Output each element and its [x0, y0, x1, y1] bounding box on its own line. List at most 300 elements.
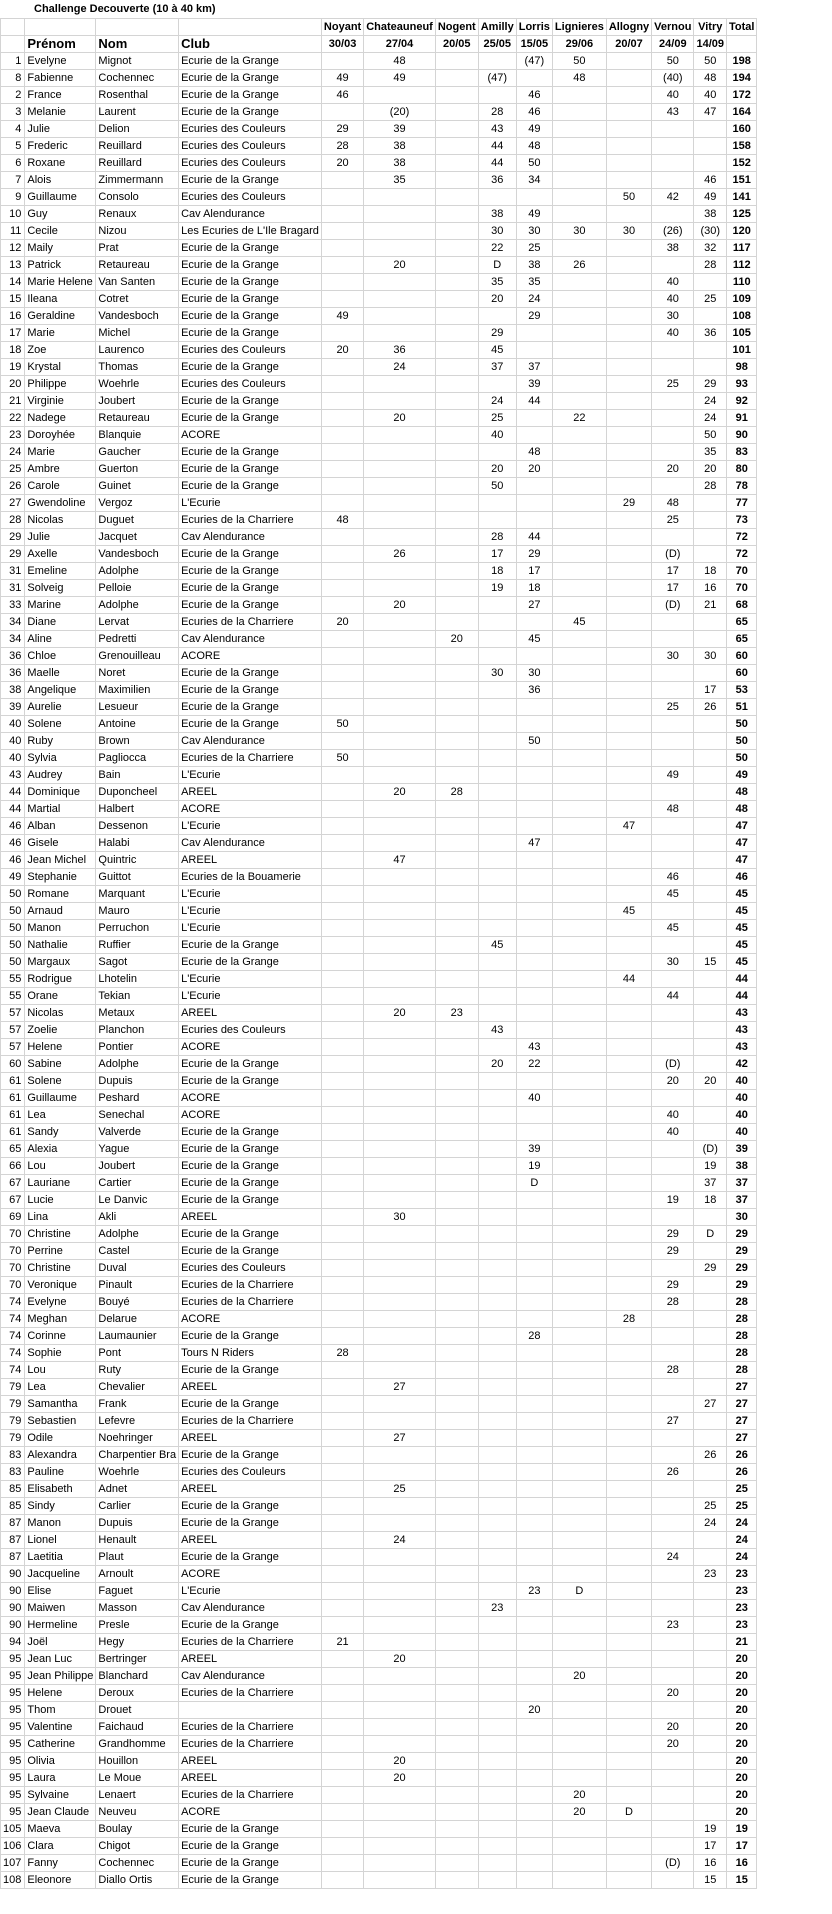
table-row [1, 461, 757, 478]
score-cell [606, 206, 651, 223]
score-cell [478, 376, 516, 393]
score-cell [321, 1430, 363, 1447]
score-cell: 30 [478, 665, 516, 682]
score-cell [606, 1362, 651, 1379]
score-cell [606, 1566, 651, 1583]
prenom-cell: Fabienne [25, 70, 96, 87]
nom-cell: Nizou [96, 223, 179, 240]
score-cell [321, 325, 363, 342]
score-cell [435, 274, 478, 291]
score-cell [516, 1600, 552, 1617]
score-cell [321, 597, 363, 614]
score-cell [694, 631, 727, 648]
score-cell [606, 750, 651, 767]
club-cell: Ecurie de la Grange [179, 87, 322, 104]
score-cell [606, 427, 651, 444]
score-cell [552, 1226, 606, 1243]
rank-cell: 25 [1, 461, 25, 478]
score-cell [364, 869, 436, 886]
score-cell [606, 614, 651, 631]
score-cell [364, 1311, 436, 1328]
nom-cell: Akli [96, 1209, 179, 1226]
table-row [1, 1464, 757, 1481]
score-cell [516, 1736, 552, 1753]
nom-cell: Halbert [96, 801, 179, 818]
score-cell [435, 1209, 478, 1226]
score-cell: D [694, 1226, 727, 1243]
table-row [1, 1651, 757, 1668]
score-cell [478, 1362, 516, 1379]
score-cell [552, 1447, 606, 1464]
score-cell [652, 1328, 694, 1345]
prenom-cell: Guillaume [25, 189, 96, 206]
score-cell [364, 682, 436, 699]
table-row [1, 1855, 757, 1872]
score-cell [478, 1090, 516, 1107]
score-cell [478, 648, 516, 665]
score-cell [652, 818, 694, 835]
score-cell: 18 [694, 1192, 727, 1209]
score-cell [364, 580, 436, 597]
score-cell [694, 886, 727, 903]
nom-cell: Bouyé [96, 1294, 179, 1311]
rank-cell: 95 [1, 1736, 25, 1753]
score-cell: 50 [606, 189, 651, 206]
score-cell [694, 1311, 727, 1328]
score-cell [652, 1039, 694, 1056]
score-cell [321, 1651, 363, 1668]
table-row [1, 1141, 757, 1158]
score-cell [321, 1005, 363, 1022]
rank-cell: 17 [1, 325, 25, 342]
nom-cell: Guerton [96, 461, 179, 478]
prenom-cell: Julie [25, 529, 96, 546]
score-cell [652, 835, 694, 852]
prenom-cell: Philippe [25, 376, 96, 393]
score-cell: 20 [435, 631, 478, 648]
score-cell [435, 1464, 478, 1481]
total-cell: 29 [727, 1260, 757, 1277]
score-cell [516, 1022, 552, 1039]
score-cell [694, 852, 727, 869]
score-cell [364, 1294, 436, 1311]
score-cell: 40 [652, 87, 694, 104]
score-cell [321, 1413, 363, 1430]
score-cell: 45 [606, 903, 651, 920]
nom-cell: Presle [96, 1617, 179, 1634]
club-cell: Ecurie de la Grange [179, 665, 322, 682]
score-cell: 27 [652, 1413, 694, 1430]
race-date: 27/04 [364, 36, 436, 53]
score-cell: 15 [694, 954, 727, 971]
table-row [1, 1600, 757, 1617]
nom-cell: Marquant [96, 886, 179, 903]
score-cell [694, 546, 727, 563]
score-cell: 50 [652, 53, 694, 70]
score-cell [321, 784, 363, 801]
score-cell [606, 597, 651, 614]
score-cell [516, 1838, 552, 1855]
table-row [1, 1753, 757, 1770]
total-cell: 26 [727, 1464, 757, 1481]
score-cell [321, 1277, 363, 1294]
table-row [1, 716, 757, 733]
score-cell [652, 784, 694, 801]
score-cell: 20 [478, 461, 516, 478]
nom-cell: Joubert [96, 1158, 179, 1175]
score-cell [364, 223, 436, 240]
nom-cell: Blanchard [96, 1668, 179, 1685]
score-cell: 20 [652, 1073, 694, 1090]
total-cell: 28 [727, 1311, 757, 1328]
table-row [1, 1124, 757, 1141]
score-cell [478, 903, 516, 920]
rank-cell: 4 [1, 121, 25, 138]
score-cell [364, 733, 436, 750]
score-cell [321, 1872, 363, 1889]
score-cell [516, 699, 552, 716]
nom-cell: Zimmermann [96, 172, 179, 189]
score-cell: 24 [478, 393, 516, 410]
score-cell: 46 [694, 172, 727, 189]
score-cell [516, 342, 552, 359]
table-row [1, 1175, 757, 1192]
score-cell [364, 1600, 436, 1617]
rank-cell: 13 [1, 257, 25, 274]
score-cell [516, 1124, 552, 1141]
score-cell [552, 1430, 606, 1447]
prenom-cell: Sandy [25, 1124, 96, 1141]
rank-cell: 66 [1, 1158, 25, 1175]
score-cell: 28 [478, 529, 516, 546]
total-cell: 37 [727, 1175, 757, 1192]
score-cell [364, 954, 436, 971]
club-cell: Ecurie de la Grange [179, 1549, 322, 1566]
rank-cell: 9 [1, 189, 25, 206]
table-row [1, 1566, 757, 1583]
score-cell [364, 240, 436, 257]
prenom-cell: Sylvia [25, 750, 96, 767]
score-cell [694, 529, 727, 546]
club-cell: Ecuries de la Charriere [179, 1787, 322, 1804]
prenom-cell: Lea [25, 1107, 96, 1124]
total-cell: 109 [727, 291, 757, 308]
score-cell [478, 1838, 516, 1855]
score-cell [516, 954, 552, 971]
nom-cell: Joubert [96, 393, 179, 410]
rank-cell: 61 [1, 1090, 25, 1107]
score-cell [321, 1736, 363, 1753]
score-cell [516, 852, 552, 869]
score-cell [552, 767, 606, 784]
score-cell: 17 [694, 1838, 727, 1855]
nom-cell: Duguet [96, 512, 179, 529]
total-cell: 23 [727, 1583, 757, 1600]
score-cell [552, 206, 606, 223]
score-cell [552, 1379, 606, 1396]
score-cell [478, 1617, 516, 1634]
table-row [1, 1702, 757, 1719]
rank-cell: 15 [1, 291, 25, 308]
rank-cell: 106 [1, 1838, 25, 1855]
score-cell [478, 1702, 516, 1719]
table-row [1, 291, 757, 308]
score-cell [606, 155, 651, 172]
prenom-cell: Marie [25, 325, 96, 342]
club-cell: ACORE [179, 1039, 322, 1056]
score-cell [516, 767, 552, 784]
rank-cell: 95 [1, 1668, 25, 1685]
table-row [1, 240, 757, 257]
score-cell: 30 [652, 308, 694, 325]
club-cell [179, 1702, 322, 1719]
club-cell: Ecurie de la Grange [179, 716, 322, 733]
score-cell: D [552, 1583, 606, 1600]
score-cell [478, 495, 516, 512]
table-row [1, 478, 757, 495]
score-cell [435, 1804, 478, 1821]
score-cell [606, 988, 651, 1005]
score-cell: 23 [652, 1617, 694, 1634]
score-cell [478, 631, 516, 648]
score-cell [364, 325, 436, 342]
race-name: Chateauneuf [364, 19, 436, 36]
score-cell [321, 189, 363, 206]
score-cell [552, 240, 606, 257]
total-cell: 72 [727, 529, 757, 546]
prenom-cell: Stephanie [25, 869, 96, 886]
score-cell [364, 1668, 436, 1685]
club-cell: ACORE [179, 1804, 322, 1821]
score-cell [606, 665, 651, 682]
score-cell [694, 1379, 727, 1396]
score-cell: 38 [364, 155, 436, 172]
nom-cell: Drouet [96, 1702, 179, 1719]
score-cell [606, 1209, 651, 1226]
prenom-cell: Lou [25, 1158, 96, 1175]
score-cell [478, 1872, 516, 1889]
table-row [1, 1328, 757, 1345]
rank-cell: 36 [1, 648, 25, 665]
club-cell: Ecurie de la Grange [179, 1447, 322, 1464]
total-cell: 45 [727, 937, 757, 954]
nom-cell: Pelloie [96, 580, 179, 597]
score-cell [435, 325, 478, 342]
table-row [1, 1447, 757, 1464]
table-row [1, 1056, 757, 1073]
score-cell: 23 [516, 1583, 552, 1600]
rank-cell: 69 [1, 1209, 25, 1226]
score-cell [321, 1107, 363, 1124]
score-cell: 28 [652, 1294, 694, 1311]
nom-cell: Sagot [96, 954, 179, 971]
prenom-cell: Maiwen [25, 1600, 96, 1617]
score-cell: 29 [652, 1243, 694, 1260]
score-cell [321, 1770, 363, 1787]
score-cell [694, 1787, 727, 1804]
nom-cell: Masson [96, 1600, 179, 1617]
table-row [1, 1396, 757, 1413]
score-cell: 49 [652, 767, 694, 784]
prenom-cell: Doroyhée [25, 427, 96, 444]
score-cell [478, 869, 516, 886]
score-cell [478, 1583, 516, 1600]
score-cell [606, 1175, 651, 1192]
score-cell [321, 733, 363, 750]
total-cell: 194 [727, 70, 757, 87]
score-cell [321, 665, 363, 682]
score-cell [606, 699, 651, 716]
prenom-cell: Alois [25, 172, 96, 189]
score-cell [435, 1736, 478, 1753]
score-cell [364, 1464, 436, 1481]
club-cell: Ecurie de la Grange [179, 1141, 322, 1158]
total-cell: 91 [727, 410, 757, 427]
total-cell: 17 [727, 1838, 757, 1855]
score-cell: 44 [652, 988, 694, 1005]
rank-cell: 20 [1, 376, 25, 393]
table-row [1, 325, 757, 342]
table-row [1, 1821, 757, 1838]
score-cell [552, 478, 606, 495]
score-cell [435, 852, 478, 869]
score-cell [652, 971, 694, 988]
score-cell [552, 563, 606, 580]
score-cell [516, 1243, 552, 1260]
score-cell [652, 1838, 694, 1855]
prenom-cell: Meghan [25, 1311, 96, 1328]
total-cell: 40 [727, 1107, 757, 1124]
score-cell [694, 1634, 727, 1651]
score-cell [435, 563, 478, 580]
score-cell [435, 1600, 478, 1617]
score-cell [652, 1447, 694, 1464]
results-table [0, 18, 757, 1889]
score-cell: 17 [516, 563, 552, 580]
club-cell: Ecuries de la Bouamerie [179, 869, 322, 886]
score-cell [364, 1566, 436, 1583]
score-cell [516, 70, 552, 87]
score-cell [694, 1107, 727, 1124]
score-cell: 38 [478, 206, 516, 223]
score-cell [321, 291, 363, 308]
rank-cell: 43 [1, 767, 25, 784]
club-cell: Ecurie de la Grange [179, 1396, 322, 1413]
rank-cell: 90 [1, 1617, 25, 1634]
score-cell: 21 [321, 1634, 363, 1651]
score-cell [478, 1328, 516, 1345]
score-cell: 25 [694, 291, 727, 308]
nom-cell: Cartier [96, 1175, 179, 1192]
score-cell [364, 206, 436, 223]
score-cell [478, 1073, 516, 1090]
club-cell: L'Ecurie [179, 1583, 322, 1600]
club-cell: Cav Alendurance [179, 206, 322, 223]
score-cell [652, 257, 694, 274]
score-cell: (47) [478, 70, 516, 87]
total-cell: 68 [727, 597, 757, 614]
score-cell [652, 172, 694, 189]
score-cell [435, 1107, 478, 1124]
score-cell [694, 733, 727, 750]
score-cell: 48 [694, 70, 727, 87]
club-cell: Ecurie de la Grange [179, 461, 322, 478]
score-cell: 19 [652, 1192, 694, 1209]
score-cell [652, 1804, 694, 1821]
score-cell [435, 1362, 478, 1379]
score-cell [516, 1617, 552, 1634]
nom-cell: Grenouilleau [96, 648, 179, 665]
score-cell [478, 1804, 516, 1821]
rank-cell: 90 [1, 1583, 25, 1600]
score-cell [606, 1345, 651, 1362]
nom-cell: Van Santen [96, 274, 179, 291]
score-cell [652, 665, 694, 682]
score-cell [552, 818, 606, 835]
total-cell: 16 [727, 1855, 757, 1872]
score-cell [435, 393, 478, 410]
total-cell: 50 [727, 716, 757, 733]
score-cell: 49 [516, 121, 552, 138]
prenom-cell: Alban [25, 818, 96, 835]
total-cell: 20 [727, 1719, 757, 1736]
score-cell [516, 648, 552, 665]
total-cell: 45 [727, 886, 757, 903]
prenom-cell: Veronique [25, 1277, 96, 1294]
score-cell [435, 478, 478, 495]
score-cell [478, 954, 516, 971]
prenom-cell: Jean Claude [25, 1804, 96, 1821]
score-cell [321, 410, 363, 427]
score-cell [516, 1260, 552, 1277]
score-cell [652, 631, 694, 648]
score-cell [552, 1617, 606, 1634]
score-cell [364, 716, 436, 733]
score-cell [606, 1056, 651, 1073]
score-cell [516, 1226, 552, 1243]
prenom-cell: Nadege [25, 410, 96, 427]
score-cell [552, 699, 606, 716]
score-cell [516, 325, 552, 342]
score-cell: 19 [478, 580, 516, 597]
race-name: Allogny [606, 19, 651, 36]
score-cell: 48 [552, 70, 606, 87]
prenom-cell: Nathalie [25, 937, 96, 954]
total-cell: 83 [727, 444, 757, 461]
club-cell: Ecurie de la Grange [179, 597, 322, 614]
score-cell [435, 1396, 478, 1413]
nom-cell: Retaureau [96, 410, 179, 427]
score-cell [516, 937, 552, 954]
score-cell [364, 1617, 436, 1634]
score-cell: 40 [652, 1107, 694, 1124]
total-cell: 158 [727, 138, 757, 155]
total-cell: 20 [727, 1753, 757, 1770]
score-cell [364, 1702, 436, 1719]
score-cell [364, 1107, 436, 1124]
rank-cell: 28 [1, 512, 25, 529]
nom-cell: Renaux [96, 206, 179, 223]
score-cell: 20 [652, 1719, 694, 1736]
total-cell: 120 [727, 223, 757, 240]
score-cell [364, 393, 436, 410]
table-row [1, 631, 757, 648]
total-cell: 29 [727, 1243, 757, 1260]
score-cell [364, 920, 436, 937]
rank-cell: 5 [1, 138, 25, 155]
score-cell [606, 512, 651, 529]
score-cell [552, 1702, 606, 1719]
